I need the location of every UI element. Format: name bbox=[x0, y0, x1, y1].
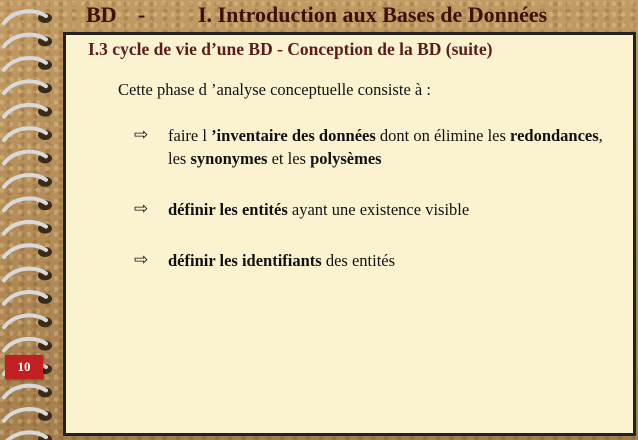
header-course: BD bbox=[86, 2, 117, 27]
spiral-ring bbox=[4, 432, 52, 440]
bold-run: ’inventaire des données bbox=[211, 126, 376, 145]
spiral-ring bbox=[4, 198, 52, 211]
text-run: faire l bbox=[168, 126, 212, 145]
spiral-ring bbox=[4, 35, 52, 48]
text-run: et les bbox=[267, 149, 311, 168]
bullet-item bbox=[134, 198, 604, 221]
bullet-item bbox=[134, 124, 604, 170]
text-run: dont on élimine les bbox=[375, 126, 511, 145]
text-run: , les bbox=[168, 126, 603, 168]
spiral-ring bbox=[4, 128, 52, 141]
spiral-ring bbox=[4, 339, 52, 352]
text-run: ayant une existence visible bbox=[287, 200, 470, 219]
spiral-ring bbox=[4, 409, 52, 422]
bullet-text bbox=[168, 249, 604, 272]
header-title: I. Introduction aux Bases de Données bbox=[198, 2, 548, 27]
spiral-ring bbox=[4, 269, 52, 282]
slide-subtitle: I.3 cycle de vie d’une BD - Conception de la BD (suite) bbox=[88, 39, 493, 59]
spiral-ring bbox=[4, 386, 52, 399]
bullet-text bbox=[168, 198, 604, 221]
spiral-ring bbox=[4, 292, 52, 305]
bold-run: définir les entités bbox=[168, 200, 288, 219]
bullet-text bbox=[168, 124, 604, 170]
spiral-ring bbox=[4, 315, 52, 328]
bullet-item bbox=[134, 249, 604, 272]
text-run: des entités bbox=[321, 251, 396, 270]
arrow-bullet-icon: ⇨ bbox=[134, 250, 149, 270]
content-panel bbox=[63, 32, 636, 436]
spiral-ring bbox=[4, 11, 52, 24]
spiral-ring bbox=[4, 175, 52, 188]
bold-run: définir les identifiants bbox=[168, 251, 322, 270]
spiral-ring bbox=[4, 105, 52, 118]
intro-text: Cette phase d ’analyse conceptuelle consiste à : bbox=[118, 80, 431, 99]
bold-run: redondances bbox=[510, 126, 599, 145]
spiral-ring bbox=[4, 81, 52, 94]
arrow-bullet-icon: ⇨ bbox=[134, 125, 149, 145]
header-separator: - bbox=[138, 2, 146, 27]
spiral-ring bbox=[4, 245, 52, 258]
page-number-badge: 10 bbox=[5, 355, 43, 379]
bold-run: synonymes bbox=[190, 149, 268, 168]
bold-run: polysèmes bbox=[310, 149, 382, 168]
arrow-bullet-icon: ⇨ bbox=[134, 199, 149, 219]
spiral-ring bbox=[4, 222, 52, 235]
spiral-ring bbox=[4, 152, 52, 165]
spiral-ring bbox=[4, 58, 52, 71]
